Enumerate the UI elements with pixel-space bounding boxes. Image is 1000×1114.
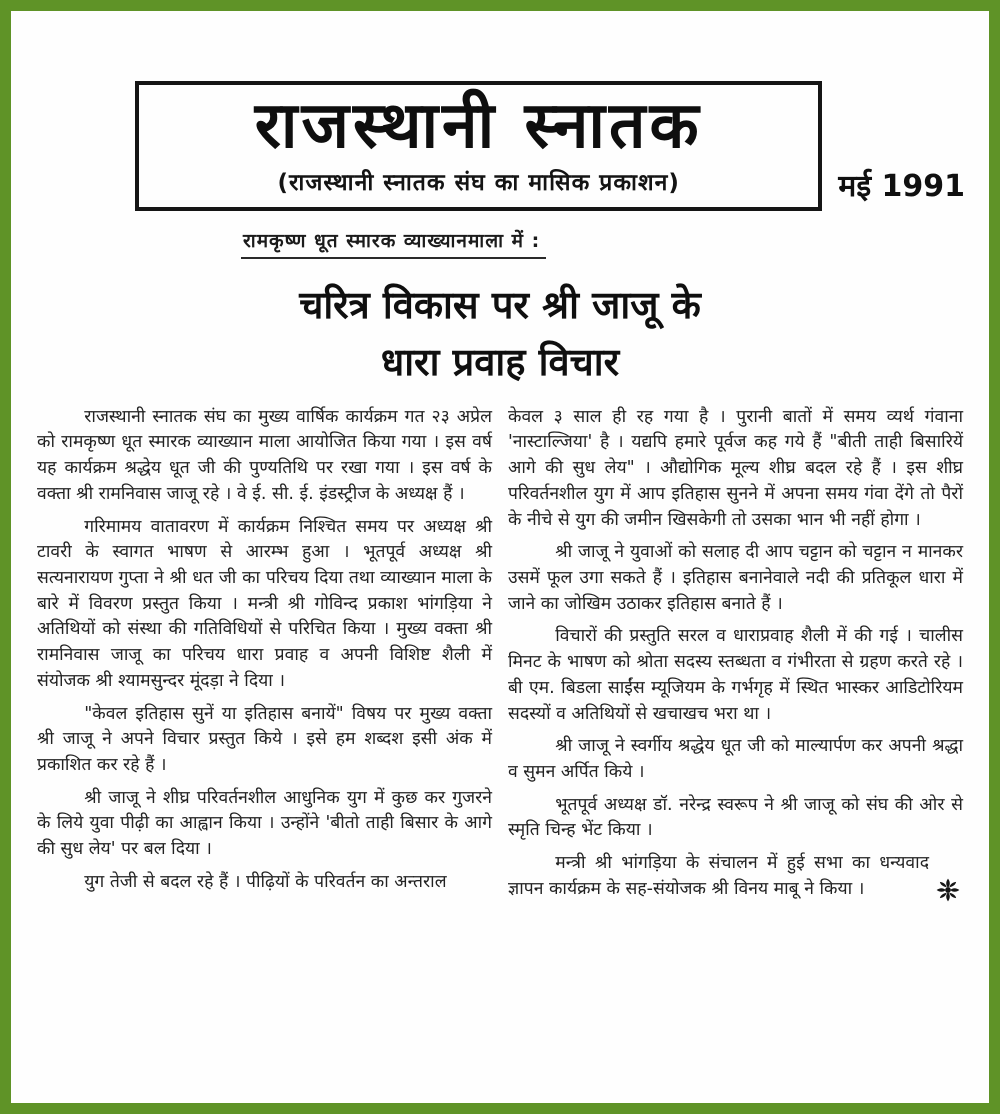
paragraph: केवल ३ साल ही रह गया है । पुरानी बातों में समय व्यर्थ गंवाना 'नास्टाल्जिया' है । यद्यपि हमारे पूर्वज कह गये हैं "बीती ताही बिसारियें आगे की सुध लेय" । औद्योगिक मूल्य शीघ्र बदल रहे हैं । इस शीघ्र परिवर्तनशील युग में आप इतिहास सुनने में अपना समय गंवा देंगे तो पैरों के नीचे से युग की जमीन खिसकेगी तो उसका भान भी नहीं होगा । bbox=[508, 406, 963, 530]
article-headline bbox=[35, 277, 965, 391]
paragraph: श्री जाजू ने शीघ्र परिवर्तनशील आधुनिक युग में कुछ कर गुजरने के लिये युवा पीढ़ी का आह्वान किया । उन्होंने 'बीतो ताही बिसार के आगे की सुध लेय' पर बल दिया । bbox=[37, 787, 492, 860]
paragraph: "केवल इतिहास सुनें या इतिहास बनायें" विषय पर मुख्य वक्ता श्री जाजू ने अपने विचार प्रस्तुत किये । इसे हम शब्दश इसी अंक में प्रकाशित कर रहे हैं । bbox=[37, 703, 492, 776]
paragraph: श्री जाजू ने स्वर्गीय श्रद्धेय धूत जी को माल्यार्पण कर अपनी श्रद्धा व सुमन अर्पित किये । bbox=[508, 736, 963, 783]
right-column bbox=[508, 405, 963, 903]
masthead-box bbox=[135, 81, 822, 211]
floral-knot-ornament-icon bbox=[935, 877, 961, 903]
kicker-row bbox=[241, 227, 965, 259]
paragraph: श्री जाजू ने युवाओं को सलाह दी आप चट्टान को चट्टान न मानकर उसमें फूल उगा सकते हैं । इतिहास बनानेवाले नदी की प्रतिकूल धारा में जाने का जोखिम उठाकर इतिहास बनाते हैं । bbox=[508, 542, 963, 614]
paragraph: मन्त्री श्री भांगड़िया के संचालन में हुई सभा का धन्यवाद ज्ञापन कार्यक्रम के सह-संयोजक श्री विनय माबू ने किया । bbox=[508, 853, 929, 899]
masthead bbox=[135, 81, 965, 211]
issue-date: मई 1991 bbox=[838, 168, 965, 204]
headline-line-1: चरित्र विकास पर श्री जाजू के bbox=[299, 282, 701, 327]
paragraph: राजस्थानी स्नातक संघ का मुख्य वार्षिक कार्यक्रम गत २३ अप्रेल को रामकृष्ण धूत स्मारक व्याख्यान माला आयोजित किया गया । इस वर्ष यह कार्यक्रम श्रद्धेय धूत जी की पुण्यतिथि पर रखा गया । इस वर्ष के वक्ता श्री रामनिवास जाजू रहे । वे ई. सी. ई. इंडस्ट्रीज के अध्यक्ष हैं । bbox=[37, 406, 492, 504]
newsletter-page bbox=[11, 81, 989, 1114]
kicker-text: रामकृष्ण धूत स्मारक व्याख्यानमाला में : bbox=[241, 227, 546, 259]
closing-paragraph-row bbox=[508, 851, 963, 902]
article-body bbox=[35, 405, 965, 903]
paragraph: विचारों की प्रस्तुति सरल व धाराप्रवाह शैली में की गई । चालीस मिनट के भाषण को श्रोता सदस्य स्तब्धता व गंभीरता से ग्रहण करते रहे । बी एम. बिडला साईंस म्यूजियम के गर्भगृह में स्थित भास्कर आडिटोरियम सदस्यों व अतिथियों से खचाखच भरा था । bbox=[508, 626, 963, 724]
left-column bbox=[37, 405, 492, 903]
headline-line-2: धारा प्रवाह विचार bbox=[380, 339, 620, 384]
newsletter-title: राजस्थानी स्नातक bbox=[254, 89, 703, 163]
paragraph: युग तेजी से बदल रहे हैं । पीढ़ियों के परिवर्तन का अन्तराल bbox=[84, 871, 447, 892]
paragraph: भूतपूर्व अध्यक्ष डॉ. नरेन्द्र स्वरूप ने श्री जाजू को संघ की ओर से स्मृति चिन्ह भेंट किया । bbox=[508, 794, 963, 841]
newsletter-subtitle: (राजस्थानी स्नातक संघ का मासिक प्रकाशन) bbox=[277, 169, 680, 196]
paragraph: गरिमामय वातावरण में कार्यक्रम निश्चित समय पर अध्यक्ष श्री टावरी के स्वागत भाषण से आरम्भ हुआ । भूतपूर्व अध्यक्ष श्री सत्यनारायण गुप्ता ने श्री धत जी का परिचय दिया तथा व्याख्यान माला के बारे में विवरण प्रस्तुत किया । मन्त्री श्री गोविन्द प्रकाश भांगड़िया ने अतिथियों को संस्था की गतिविधियों से परिचित किया । मुख्य वक्ता श्री रामनिवास जाजू का परिचय धारा प्रवाह व अपनी विशिष्ट शैली में संयोजक श्री श्यामसुन्दर मूंदड़ा ने दिया । bbox=[37, 516, 492, 691]
